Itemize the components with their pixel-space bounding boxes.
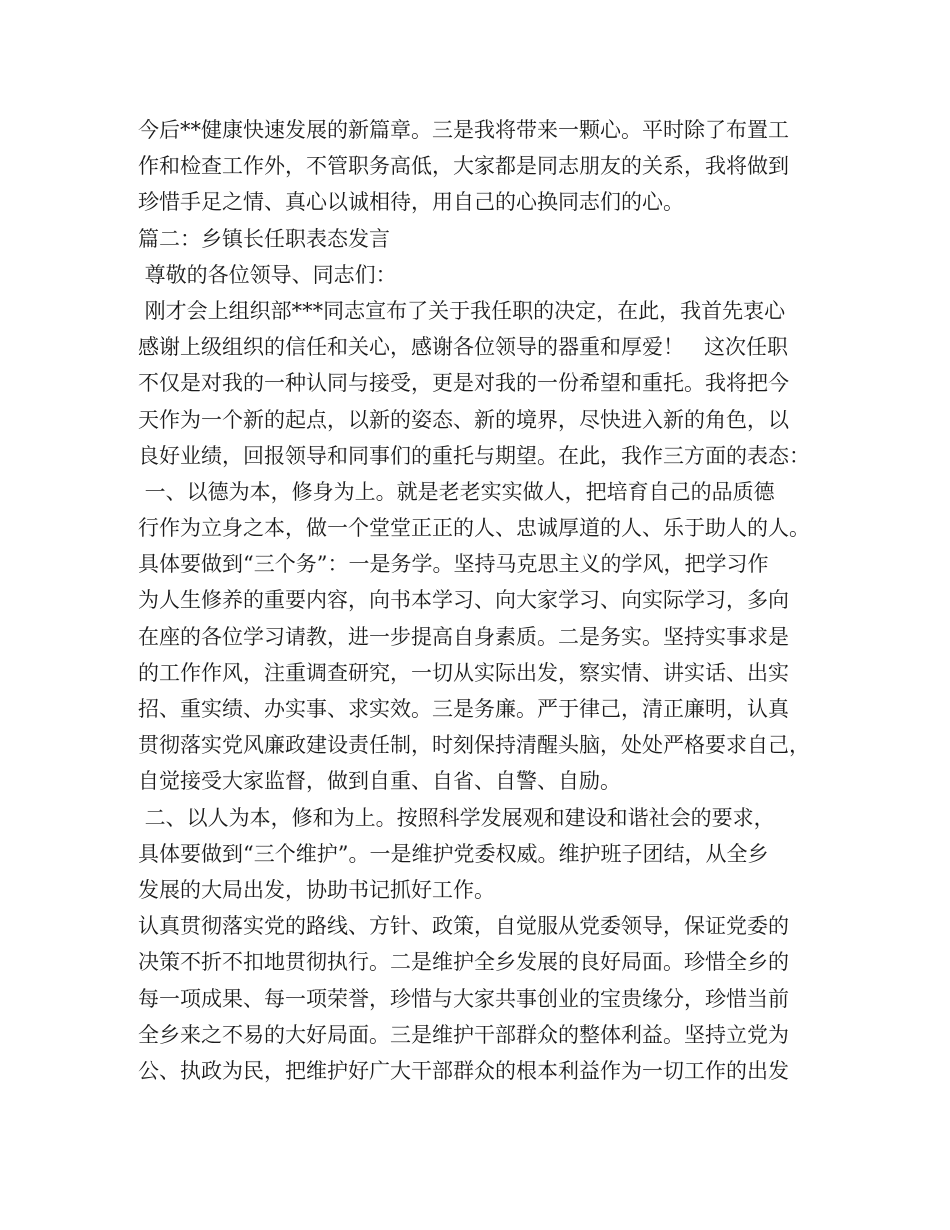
text-line: 公、执政为民，把维护好广大干部群众的根本利益作为一切工作的出发	[138, 1058, 789, 1083]
text-line: 决策不折不扣地贯彻执行。二是维护全乡发展的良好局面。珍惜全乡的	[138, 950, 789, 975]
text-line: 天作为一个新的起点，以新的姿态、新的境界，尽快进入新的角色，以	[138, 407, 789, 432]
text-line: 每一项成果、每一项荣誉，珍惜与大家共事创业的宝贵缘分，珍惜当前	[138, 986, 789, 1011]
text-line: 行作为立身之本，做一个堂堂正正的人、忠诚厚道的人、乐于助人的人。	[138, 516, 810, 541]
salutation: 尊敬的各位领导、同志们：	[138, 262, 397, 287]
text-line: 在座的各位学习请教，进一步提高自身素质。二是务实。坚持实事求是	[138, 624, 789, 649]
text-line: 认真贯彻落实党的路线、方针、政策，自觉服从党委领导，保证党委的	[138, 914, 789, 939]
text-line: 珍惜手足之情、真心以诚相待，用自己的心换同志们的心。	[138, 190, 684, 215]
text-line: 不仅是对我的一种认同与接受，更是对我的一份希望和重托。我将把今	[138, 371, 789, 396]
text-line: 刚才会上组织部***同志宣布了关于我任职的决定，在此，我首先衷心	[138, 298, 786, 323]
text-line: 为人生修养的重要内容，向书本学习、向大家学习、向实际学习，多向	[138, 588, 789, 613]
text-line: 发展的大局出发，协助书记抓好工作。	[138, 877, 495, 902]
text-line: 感谢上级组织的信任和关心，感谢各位领导的器重和厚爱！ 这次任职	[138, 335, 789, 360]
text-line: 招、重实绩、办实事、求实效。三是务廉。严于律己，清正廉明，认真	[138, 697, 789, 721]
text-line: 良好业绩，回报领导和同事们的重托与期望。在此，我作三方面的表态：	[138, 443, 810, 468]
text-line: 一、以德为本，修身为上。就是老老实实做人，把培育自己的品质德	[138, 479, 775, 504]
text-line: 的工作作风，注重调查研究，一切从实际出发，察实情、讲实话、出实	[138, 660, 789, 685]
text-line: 具体要做到“三个维护”。一是维护党委权威。维护班子团结，从全乡	[138, 841, 769, 866]
text-line: 贯彻落实党风廉政建设责任制，时刻保持清醒头脑，处处严格要求自己，	[138, 733, 810, 758]
document-body	[138, 112, 838, 1089]
text-line: 自觉接受大家监督，做到自重、自省、自警、自励。	[138, 769, 621, 794]
text-line: 作和检查工作外，不管职务高低，大家都是同志朋友的关系，我将做到	[138, 154, 789, 179]
text-line: 具体要做到“三个务”：一是务学。坚持马克思主义的学风，把学习作	[138, 552, 769, 577]
text-line: 全乡来之不易的大好局面。三是维护干部群众的整体利益。坚持立党为	[138, 1022, 789, 1047]
text-line: 今后**健康快速发展的新篇章。三是我将带来一颗心。平时除了布置工	[138, 118, 789, 142]
section-heading: 篇二：乡镇长任职表态发言	[138, 226, 390, 251]
text-line: 二、以人为本，修和为上。按照科学发展观和建设和谐社会的要求，	[138, 805, 775, 830]
